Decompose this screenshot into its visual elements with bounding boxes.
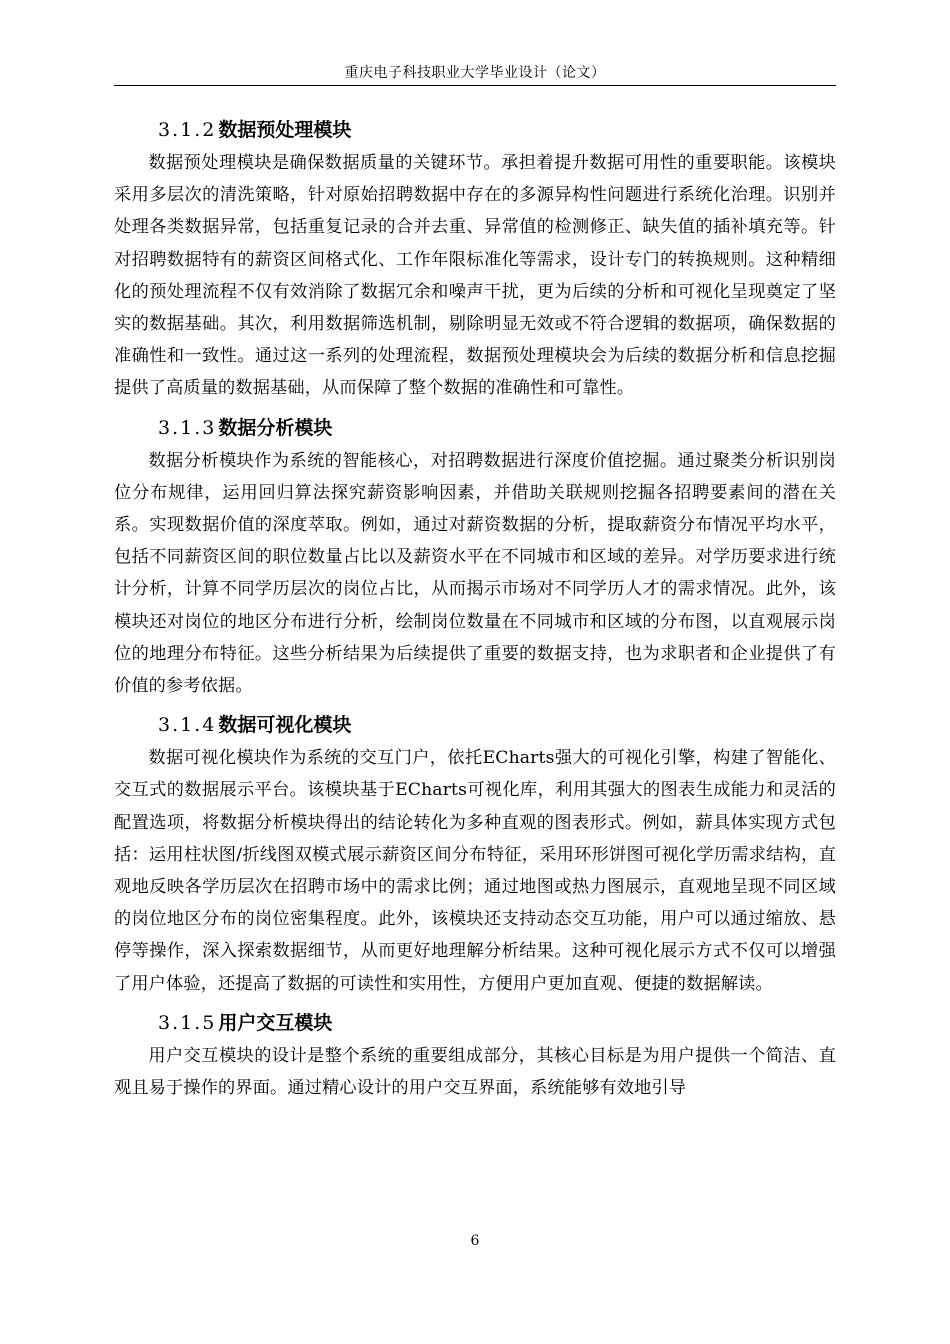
section-heading-3-1-3 [114,411,836,445]
section-heading-3-1-2 [114,113,836,147]
section-title: 用户交互模块 [218,1011,333,1034]
running-header: 重庆电子科技职业大学毕业设计（论文） [344,65,606,81]
section-number: 3.1.3 [158,416,217,439]
header-rule [114,85,836,86]
section-title: 数据分析模块 [218,416,333,439]
section-number: 3.1.4 [158,714,217,737]
page-content [114,113,836,1104]
section-paragraph: 数据可视化模块作为系统的交互门户，依托ECharts强大的可视化引擎，构建了智能化、交互式的数据展示平台。该模块基于ECharts可视化库，利用其强大的图表生成能力和灵活的配置选项，将数据分析模块得出的结论转化为多种直观的图表形式。例如，薪具体实现方式包括：运用柱状图/折线图双模式展示薪资区间分布特征，采用环形饼图可视化学历需求结构，直观地反映各学历层次在招聘市场中的需求比例；通过地图或热力图展示，直观地呈现不同区域的岗位地区分布的岗位密集程度。此外，该模块还支持动态交互功能，用户可以通过缩放、悬停等操作，深入探索数据细节，从而更好地理解分析结果。这种可视化展示方式不仅可以增强了用户体验，还提高了数据的可读性和实用性，方便用户更加直观、便捷的数据解读。 [114,748,836,994]
section-paragraph: 数据预处理模块是确保数据质量的关键环节。承担着提升数据可用性的重要职能。该模块采用多层次的清洗策略，针对原始招聘数据中存在的多源异构性问题进行系统化治理。识别并处理各类数据异常，包括重复记录的合并去重、异常值的检测修正、缺失值的插补填充等。针对招聘数据特有的薪资区间格式化、工作年限标准化等需求，设计专门的转换规则。这种精细化的预处理流程不仅有效消除了数据冗余和噪声干扰，更为后续的分析和可视化呈现奠定了坚实的数据基础。其次，利用数据筛选机制，剔除明显无效或不符合逻辑的数据项，确保数据的准确性和一致性。通过这一系列的处理流程，数据预处理模块会为后续的数据分析和信息挖掘提供了高质量的数据基础，从而保障了整个数据的准确性和可靠性。 [114,153,836,399]
section-paragraph: 数据分析模块作为系统的智能核心，对招聘数据进行深度价值挖掘。通过聚类分析识别岗位分布规律，运用回归算法探究薪资影响因素，并借助关联规则挖掘各招聘要素间的潜在关系。实现数据价值的深度萃取。例如，通过对薪资数据的分析，提取薪资分布情况平均水平，包括不同薪资区间的职位数量占比以及薪资水平在不同城市和区域的差异。对学历要求进行统计分析，计算不同学历层次的岗位占比，从而揭示市场对不同学历人才的需求情况。此外，该模块还对岗位的地区分布进行分析，绘制岗位数量在不同城市和区域的分布图，以直观展示岗位的地理分布特征。这些分析结果为后续提供了重要的数据支持，也为求职者和企业提供了有价值的参考依据。 [114,450,836,697]
section-number: 3.1.2 [158,119,217,141]
section-number: 3.1.5 [158,1011,217,1034]
section-heading-3-1-5 [114,1006,836,1040]
section-title: 数据预处理模块 [218,119,352,141]
page-number: 6 [470,1233,480,1249]
section-heading-3-1-4 [114,708,836,742]
section-title: 数据可视化模块 [218,714,352,737]
section-paragraph: 用户交互模块的设计是整个系统的重要组成部分，其核心目标是为用户提供一个简洁、直观且易于操作的界面。通过精心设计的用户交互界面，系统能够有效地引导 [114,1045,836,1099]
